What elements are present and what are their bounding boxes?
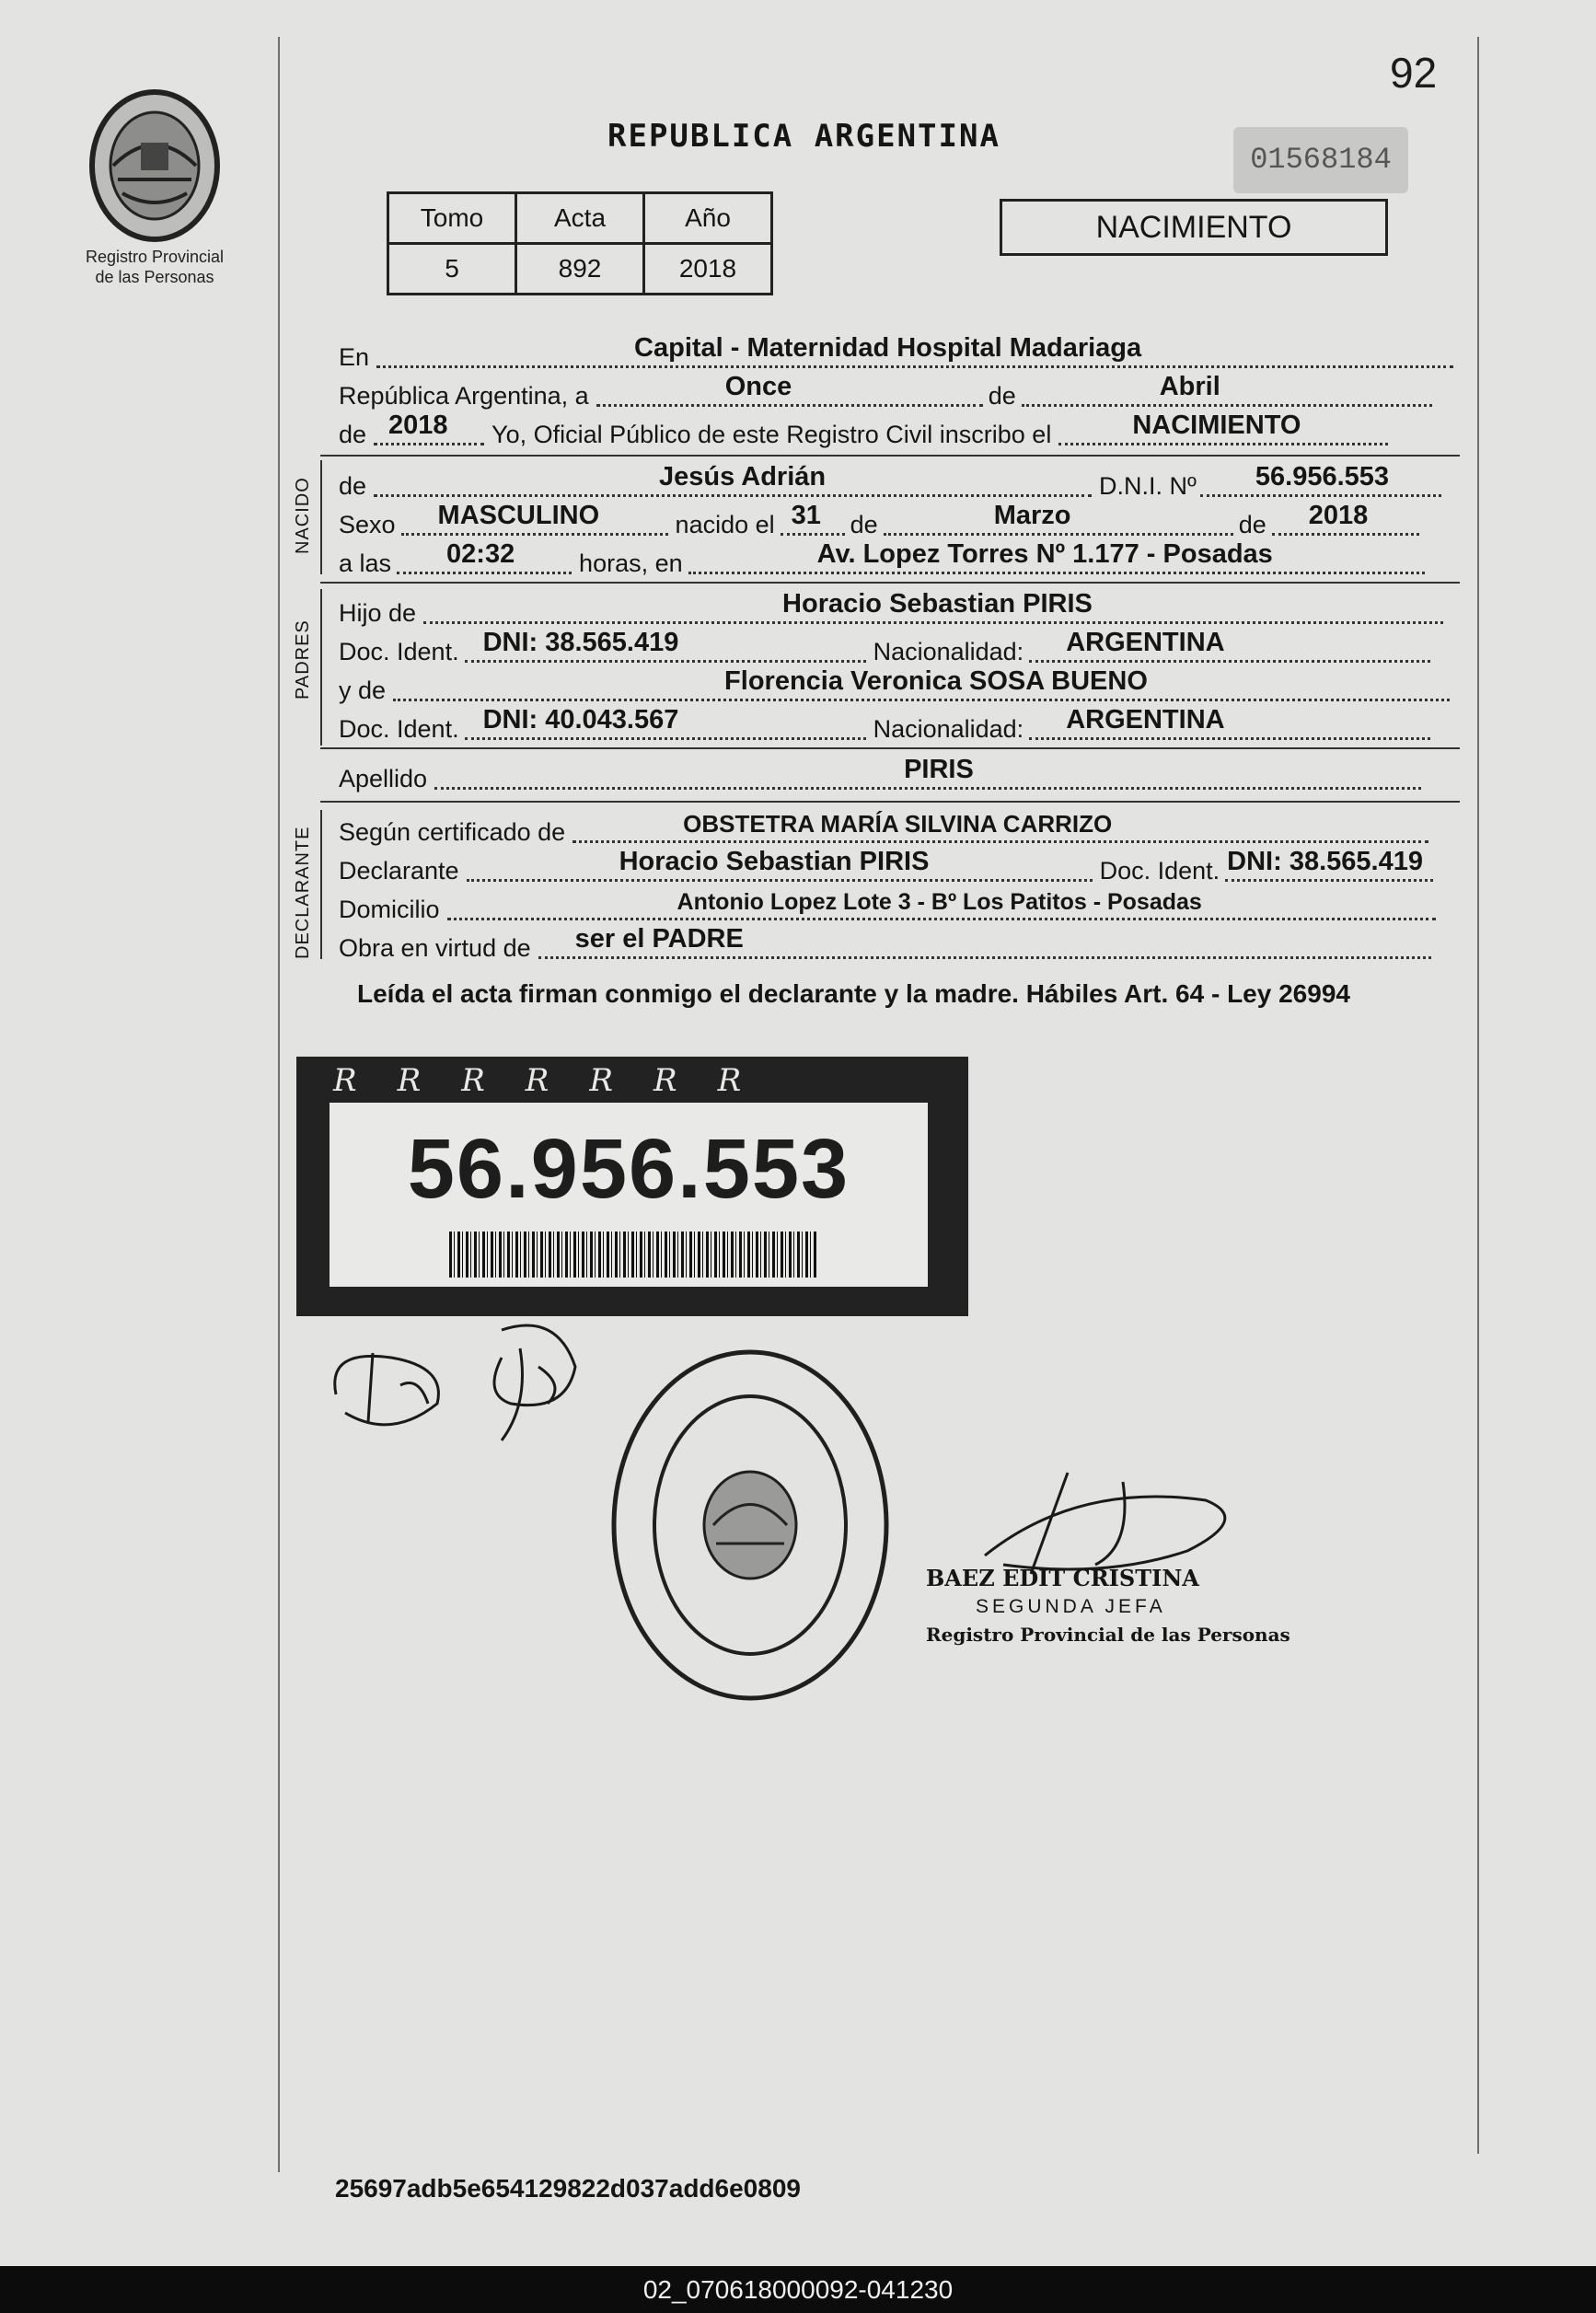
barcode xyxy=(449,1232,817,1278)
section-divider xyxy=(320,455,1460,457)
field-line-certificado xyxy=(339,808,1428,849)
field-line-inscripcion xyxy=(339,411,1388,451)
table-header-cell: Año xyxy=(644,193,772,244)
label-yo: Yo, Oficial Público de este Registro Civil inscribo el xyxy=(492,421,1052,448)
sticker-pattern: RRRRRRR xyxy=(333,1062,782,1099)
record-type-box: NACIMIENTO xyxy=(1000,199,1388,256)
label-de-anio: de xyxy=(1238,511,1266,538)
field-line-hora xyxy=(339,539,1425,580)
label-a-las: a las xyxy=(339,549,392,577)
dotted-leader xyxy=(1200,462,1441,497)
value-hora: 02:32 xyxy=(446,539,515,569)
table-header-row xyxy=(388,193,772,244)
label-nacionalidad: Nacionalidad: xyxy=(873,638,1024,665)
value-apellido: PIRIS xyxy=(904,755,974,784)
field-line-fecha xyxy=(339,372,1432,412)
label-de-nombre: de xyxy=(339,472,367,500)
dotted-leader xyxy=(393,666,1450,701)
value-dni: 56.956.553 xyxy=(1255,462,1390,492)
dotted-leader xyxy=(465,628,866,663)
label-y-de: y de xyxy=(339,677,387,704)
dotted-leader xyxy=(1058,411,1388,445)
section-label-padres: PADRES xyxy=(293,619,313,700)
field-line-padre xyxy=(339,589,1443,630)
label-doc-ident-2: Doc. Ident. xyxy=(339,715,459,743)
dotted-leader xyxy=(465,705,866,740)
dotted-leader xyxy=(688,539,1425,574)
value-declarante: Horacio Sebastian PIRIS xyxy=(619,847,930,876)
label-dni: D.N.I. Nº xyxy=(1099,472,1197,500)
value-padre-doc: DNI: 38.565.419 xyxy=(482,628,679,657)
field-line-apellido xyxy=(339,755,1421,795)
page-title: REPUBLICA ARGENTINA xyxy=(607,118,1000,155)
left-margin-line xyxy=(278,37,280,2172)
section-bar-padres xyxy=(320,589,322,746)
dotted-leader xyxy=(434,755,1421,790)
table-cell: 892 xyxy=(516,244,644,295)
label-nacido-el: nacido el xyxy=(675,511,775,538)
label-en: En xyxy=(339,343,370,371)
label-nacionalidad-2: Nacionalidad: xyxy=(873,715,1024,743)
field-line-domicilio xyxy=(339,885,1436,926)
misiones-seal-logo xyxy=(81,87,228,244)
dotted-leader xyxy=(572,810,1428,843)
legal-text: Leída el acta firman conmigo el declarante y la madre. Hábiles Art. 64 - Ley 26994 xyxy=(357,979,1350,1008)
dotted-leader xyxy=(1225,847,1433,882)
handwritten-signatures xyxy=(318,1312,594,1450)
dotted-leader xyxy=(467,847,1093,882)
table-cell: 2018 xyxy=(644,244,772,295)
label-de-2: de xyxy=(339,421,367,448)
value-certificado: OBSTETRA MARÍA SILVINA CARRIZO xyxy=(683,810,1113,838)
value-anio: 2018 xyxy=(388,411,448,440)
footer-id-bar: 02_070618000092-041230 xyxy=(0,2266,1596,2313)
field-line-declarante xyxy=(339,847,1433,887)
section-bar-nacido xyxy=(320,460,322,574)
table-header-cell: Tomo xyxy=(388,193,516,244)
value-sexo: MASCULINO xyxy=(437,501,600,530)
dotted-leader xyxy=(376,333,1453,368)
value-madre-nac: ARGENTINA xyxy=(1066,705,1225,734)
section-divider xyxy=(320,747,1460,749)
section-label-declarante: DECLARANTE xyxy=(293,826,313,959)
value-madre-doc: DNI: 40.043.567 xyxy=(482,705,679,734)
value-padre-nac: ARGENTINA xyxy=(1066,628,1225,657)
value-nac-dia: 31 xyxy=(791,501,821,530)
tomo-acta-anio-table xyxy=(387,191,773,295)
registry-line-2: de las Personas xyxy=(95,268,214,286)
value-lugar-nac: Av. Lopez Torres Nº 1.177 - Posadas xyxy=(816,539,1273,569)
value-nac-anio: 2018 xyxy=(1308,501,1369,530)
field-line-madre xyxy=(339,666,1450,707)
value-nac-mes: Marzo xyxy=(993,501,1071,530)
value-padre: Horacio Sebastian PIRIS xyxy=(782,589,1093,619)
value-madre: Florencia Veronica SOSA BUENO xyxy=(724,666,1148,696)
label-de: de xyxy=(988,382,1016,410)
document-hash: 25697adb5e654129822d037add6e0809 xyxy=(335,2174,801,2203)
label-apellido: Apellido xyxy=(339,765,428,792)
section-divider xyxy=(320,801,1460,803)
dotted-leader xyxy=(1272,501,1419,536)
label-declarante: Declarante xyxy=(339,857,459,885)
right-margin-line xyxy=(1477,37,1479,2154)
label-hijo-de: Hijo de xyxy=(339,599,417,627)
field-line-madre-doc xyxy=(339,705,1430,746)
dotted-leader xyxy=(423,589,1443,624)
dotted-leader xyxy=(1029,628,1430,663)
value-dia: Once xyxy=(724,372,792,401)
field-line-obra xyxy=(339,924,1431,965)
section-label-nacido: NACIDO xyxy=(293,477,313,554)
label-doc-ident: Doc. Ident. xyxy=(339,638,459,665)
table-row xyxy=(388,244,772,295)
registry-round-stamp xyxy=(607,1346,893,1705)
signatory-name: BAEZ EDIT CRISTINA xyxy=(926,1565,1199,1591)
dotted-leader xyxy=(397,539,572,574)
page-number: 92 xyxy=(1390,49,1438,97)
table-header-cell: Acta xyxy=(516,193,644,244)
signatory-role: SEGUNDA JEFA xyxy=(976,1596,1166,1617)
value-obra: ser el PADRE xyxy=(574,924,744,954)
signatory-org: Registro Provincial de las Personas xyxy=(926,1624,1290,1646)
dotted-leader xyxy=(1029,705,1430,740)
label-sexo: Sexo xyxy=(339,511,396,538)
registry-line-1: Registro Provincial xyxy=(85,248,225,266)
field-line-lugar xyxy=(339,333,1453,374)
dotted-leader xyxy=(538,924,1431,959)
value-domicilio: Antonio Lopez Lote 3 - Bº Los Patitos - Posadas xyxy=(677,889,1202,915)
dotted-leader xyxy=(374,462,1092,497)
field-line-sexo xyxy=(339,501,1419,541)
dni-sticker xyxy=(296,1057,968,1316)
sticker-dni-number: 56.956.553 xyxy=(407,1122,850,1216)
label-rep-arg: República Argentina, a xyxy=(339,382,589,410)
dotted-leader xyxy=(447,889,1436,920)
dotted-leader xyxy=(884,501,1233,536)
table-cell: 5 xyxy=(388,244,516,295)
label-domicilio: Domicilio xyxy=(339,896,440,923)
section-divider xyxy=(320,582,1460,584)
label-doc-ident-3: Doc. Ident. xyxy=(1099,857,1220,885)
dotted-leader xyxy=(374,411,484,445)
label-segun: Según certificado de xyxy=(339,818,566,846)
serial-number-stamp: 01568184 xyxy=(1233,127,1408,193)
label-de-mes: de xyxy=(850,511,878,538)
field-line-nombre xyxy=(339,462,1441,503)
dotted-leader xyxy=(596,372,983,407)
sticker-inner xyxy=(330,1103,928,1287)
dotted-leader xyxy=(401,501,668,536)
label-horas-en: horas, en xyxy=(579,549,683,577)
field-line-padre-doc xyxy=(339,628,1430,668)
value-declarante-doc: DNI: 38.565.419 xyxy=(1227,847,1423,876)
section-bar-declarante xyxy=(320,810,322,959)
value-mes: Abril xyxy=(1159,372,1220,401)
label-obra: Obra en virtud de xyxy=(339,934,531,962)
value-nombre: Jesús Adrián xyxy=(659,462,827,492)
value-lugar: Capital - Maternidad Hospital Madariaga xyxy=(634,333,1142,363)
value-tipo: NACIMIENTO xyxy=(1132,411,1301,440)
dotted-leader xyxy=(781,501,845,536)
registry-caption xyxy=(63,247,247,287)
dotted-leader xyxy=(1022,372,1432,407)
